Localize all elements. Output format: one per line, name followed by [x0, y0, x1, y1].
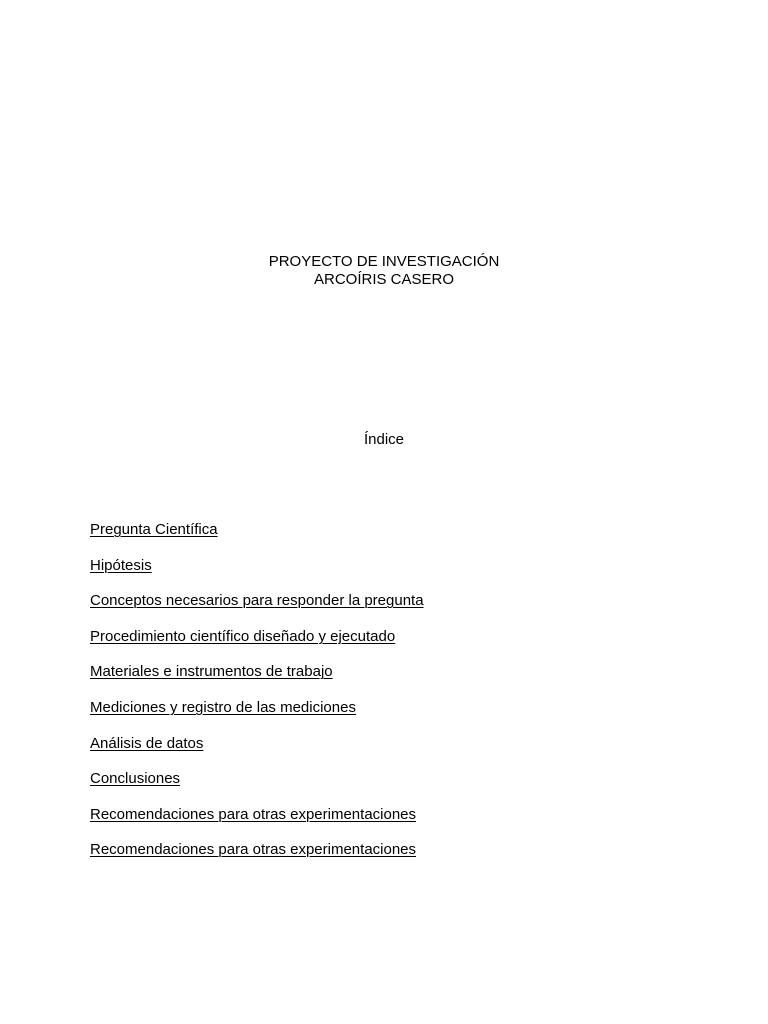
- toc-link-recomendaciones[interactable]: Recomendaciones para otras experimentaciones: [90, 805, 417, 823]
- toc-link-recomendaciones-2[interactable]: Recomendaciones para otras experimentaciones: [90, 841, 417, 859]
- toc-item: [90, 521, 424, 557]
- toc-link-conclusiones[interactable]: Conclusiones: [90, 770, 181, 788]
- toc-item: [90, 592, 424, 628]
- index-heading: Índice: [363, 431, 405, 448]
- document-title: [0, 253, 768, 289]
- toc-item: [90, 699, 424, 735]
- toc-item: [90, 841, 424, 877]
- toc-link-conceptos[interactable]: Conceptos necesarios para responder la pregunta: [90, 592, 424, 610]
- toc-link-procedimiento[interactable]: Procedimiento científico diseñado y ejecutado: [90, 627, 396, 645]
- toc-item: [90, 557, 424, 593]
- toc-item: [90, 735, 424, 771]
- toc-link-mediciones[interactable]: Mediciones y registro de las mediciones: [90, 698, 356, 716]
- toc-link-hipotesis[interactable]: Hipótesis: [90, 556, 152, 574]
- toc-link-materiales[interactable]: Materiales e instrumentos de trabajo: [90, 663, 333, 681]
- toc-link-pregunta-cientifica[interactable]: Pregunta Científica: [90, 521, 218, 538]
- toc-item: [90, 770, 424, 806]
- toc-link-analisis[interactable]: Análisis de datos: [90, 734, 204, 752]
- toc-item: [90, 663, 424, 699]
- title-line-2: ARCOÍRIS CASERO: [313, 271, 455, 288]
- table-of-contents: [90, 521, 424, 877]
- toc-item: [90, 628, 424, 664]
- title-line-1: PROYECTO DE INVESTIGACIÓN: [268, 253, 500, 270]
- toc-item: [90, 806, 424, 842]
